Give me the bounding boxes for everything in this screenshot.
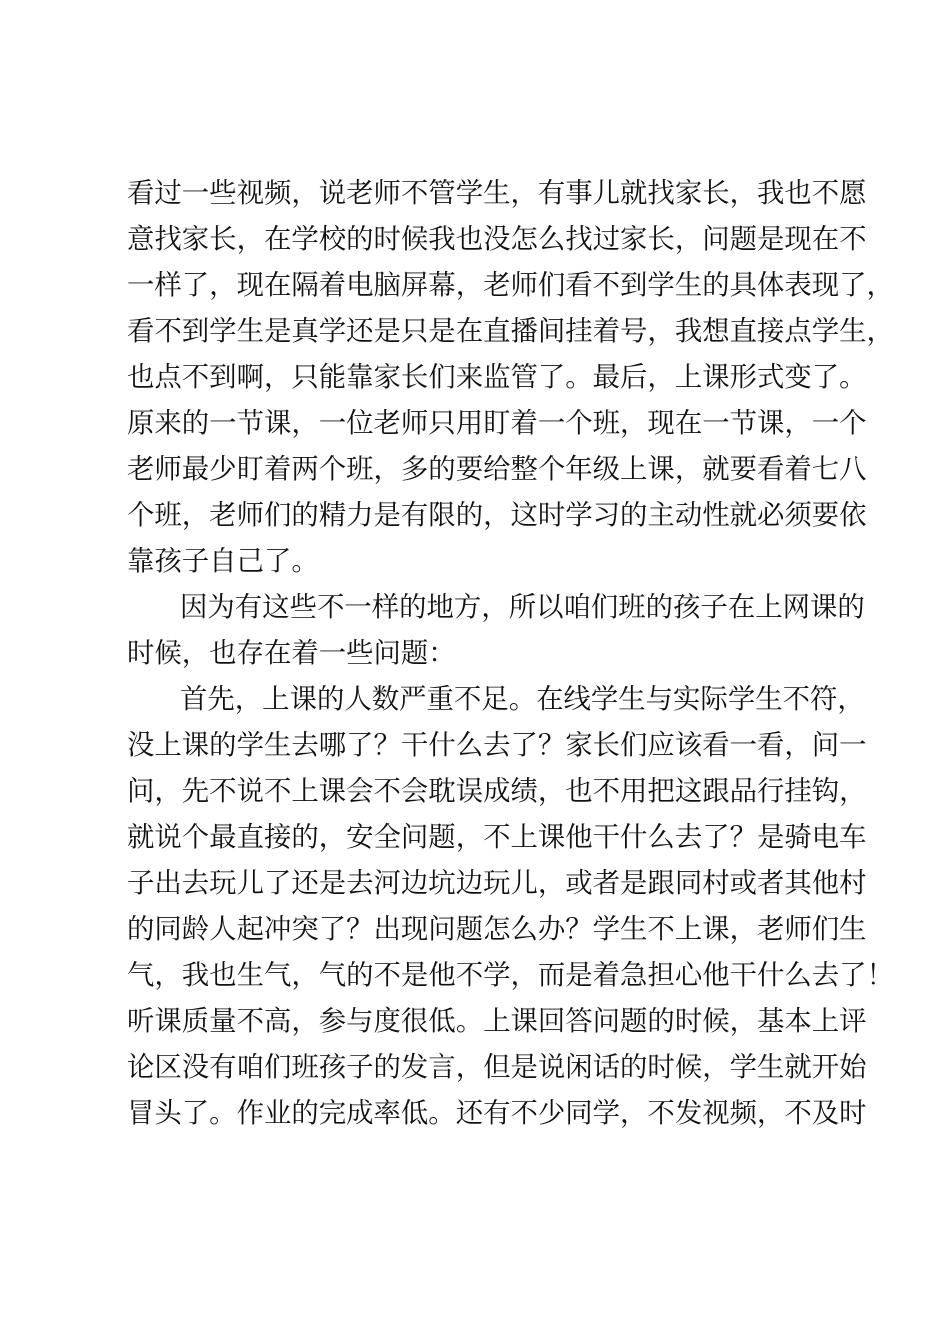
text-line: 老师最少盯着两个班，多的要给整个年级上课，就要看着七八: [127, 454, 867, 485]
text-line: 没上课的学生去哪了？干什么去了？家长们应该看一看，问一: [127, 730, 867, 761]
text-line: 就说个最直接的，安全问题，不上课他干什么去了？是骑电车: [127, 822, 867, 853]
text-line: 时候，也存在着一些问题：: [127, 638, 456, 669]
text-line: 个班，老师们的精力是有限的，这时学习的主动性就必须要依: [127, 500, 867, 531]
paragraph-first-line: 首先，上课的人数严重不足。在线学生与实际学生不符，: [180, 684, 865, 715]
text-line: 一样了，现在隔着电脑屏幕，老师们看不到学生的具体表现了，: [127, 270, 894, 301]
text-line: 问，先不说不上课会不会耽误成绩，也不用把这跟品行挂钩，: [127, 776, 867, 807]
text-line: 子出去玩儿了还是去河边坑边玩儿，或者是跟同村或者其他村: [127, 868, 867, 899]
text-line: 听课质量不高，参与度很低。上课回答问题的时候，基本上评: [127, 1006, 867, 1037]
text-line: 意找家长，在学校的时候我也没怎么找过家长，问题是现在不: [127, 224, 867, 255]
text-line: 论区没有咱们班孩子的发言，但是说闲话的时候，学生就开始: [127, 1052, 867, 1083]
text-line: 的同龄人起冲突了？出现问题怎么办？学生不上课，老师们生: [127, 914, 867, 945]
text-line: 气，我也生气，气的不是他不学，而是着急担心他干什么去了！: [127, 960, 894, 991]
text-line: 看过一些视频，说老师不管学生，有事儿就找家长，我也不愿: [127, 178, 867, 209]
paragraph-first-line: 因为有这些不一样的地方，所以咱们班的孩子在上网课的: [180, 592, 865, 623]
text-line: 靠孩子自己了。: [127, 546, 319, 577]
text-line: 看不到学生是真学还是只是在直播间挂着号，我想直接点学生，: [127, 316, 894, 347]
text-line: 也点不到啊，只能靠家长们来监管了。最后，上课形式变了。: [127, 362, 867, 393]
text-line: 原来的一节课，一位老师只用盯着一个班，现在一节课，一个: [127, 408, 867, 439]
text-line: 冒头了。作业的完成率低。还有不少同学，不发视频，不及时: [127, 1098, 867, 1129]
